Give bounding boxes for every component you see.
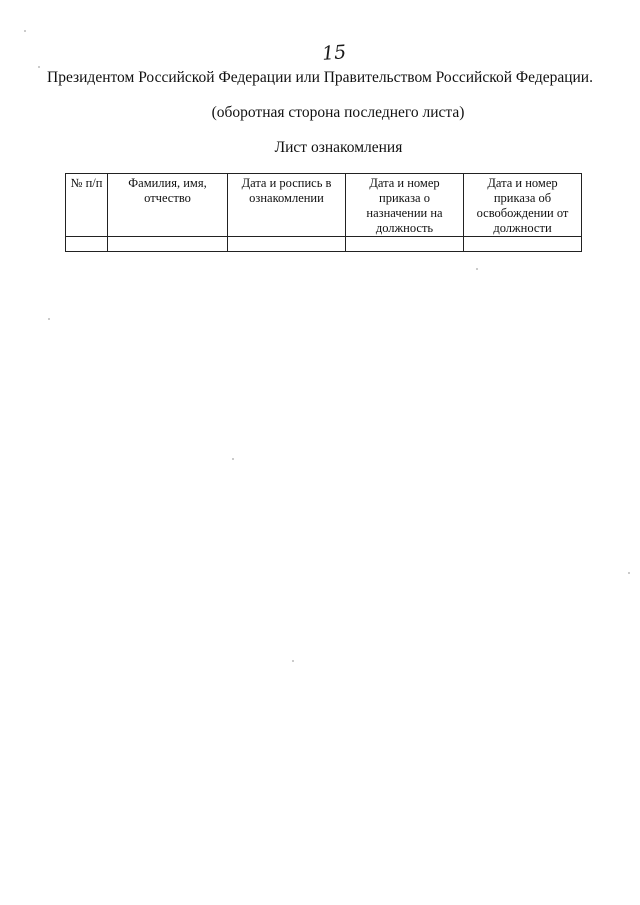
table-cell [66, 237, 108, 252]
reverse-side-note: (оборотная сторона последнего листа) [211, 104, 465, 121]
page-number: 15 [321, 41, 347, 65]
header-appointment-order: Дата и номер приказа о назначении на должность [346, 174, 464, 237]
scan-speck [232, 458, 234, 460]
table-cell [464, 237, 582, 252]
scan-speck [628, 572, 630, 574]
table-cell [346, 237, 464, 252]
header-dismissal-order: Дата и номер приказа об освобождении от должности [464, 174, 582, 237]
scan-speck [476, 268, 478, 270]
continuation-text: Президентом Российской Федерации или Правительством Российской Федерации. [47, 69, 593, 86]
header-number: № п/п [66, 174, 108, 237]
scan-speck [38, 66, 40, 68]
acknowledgement-table [65, 173, 582, 252]
scan-speck [24, 30, 26, 32]
header-date-signature: Дата и роспись в ознакомлении [228, 174, 346, 237]
table-header-row [66, 174, 582, 237]
table-cell [228, 237, 346, 252]
table-cell [108, 237, 228, 252]
table-row [66, 237, 582, 252]
sheet-title: Лист ознакомления [274, 139, 403, 156]
scan-speck [292, 660, 294, 662]
header-full-name: Фамилия, имя, отчество [108, 174, 228, 237]
scan-speck [48, 318, 50, 320]
